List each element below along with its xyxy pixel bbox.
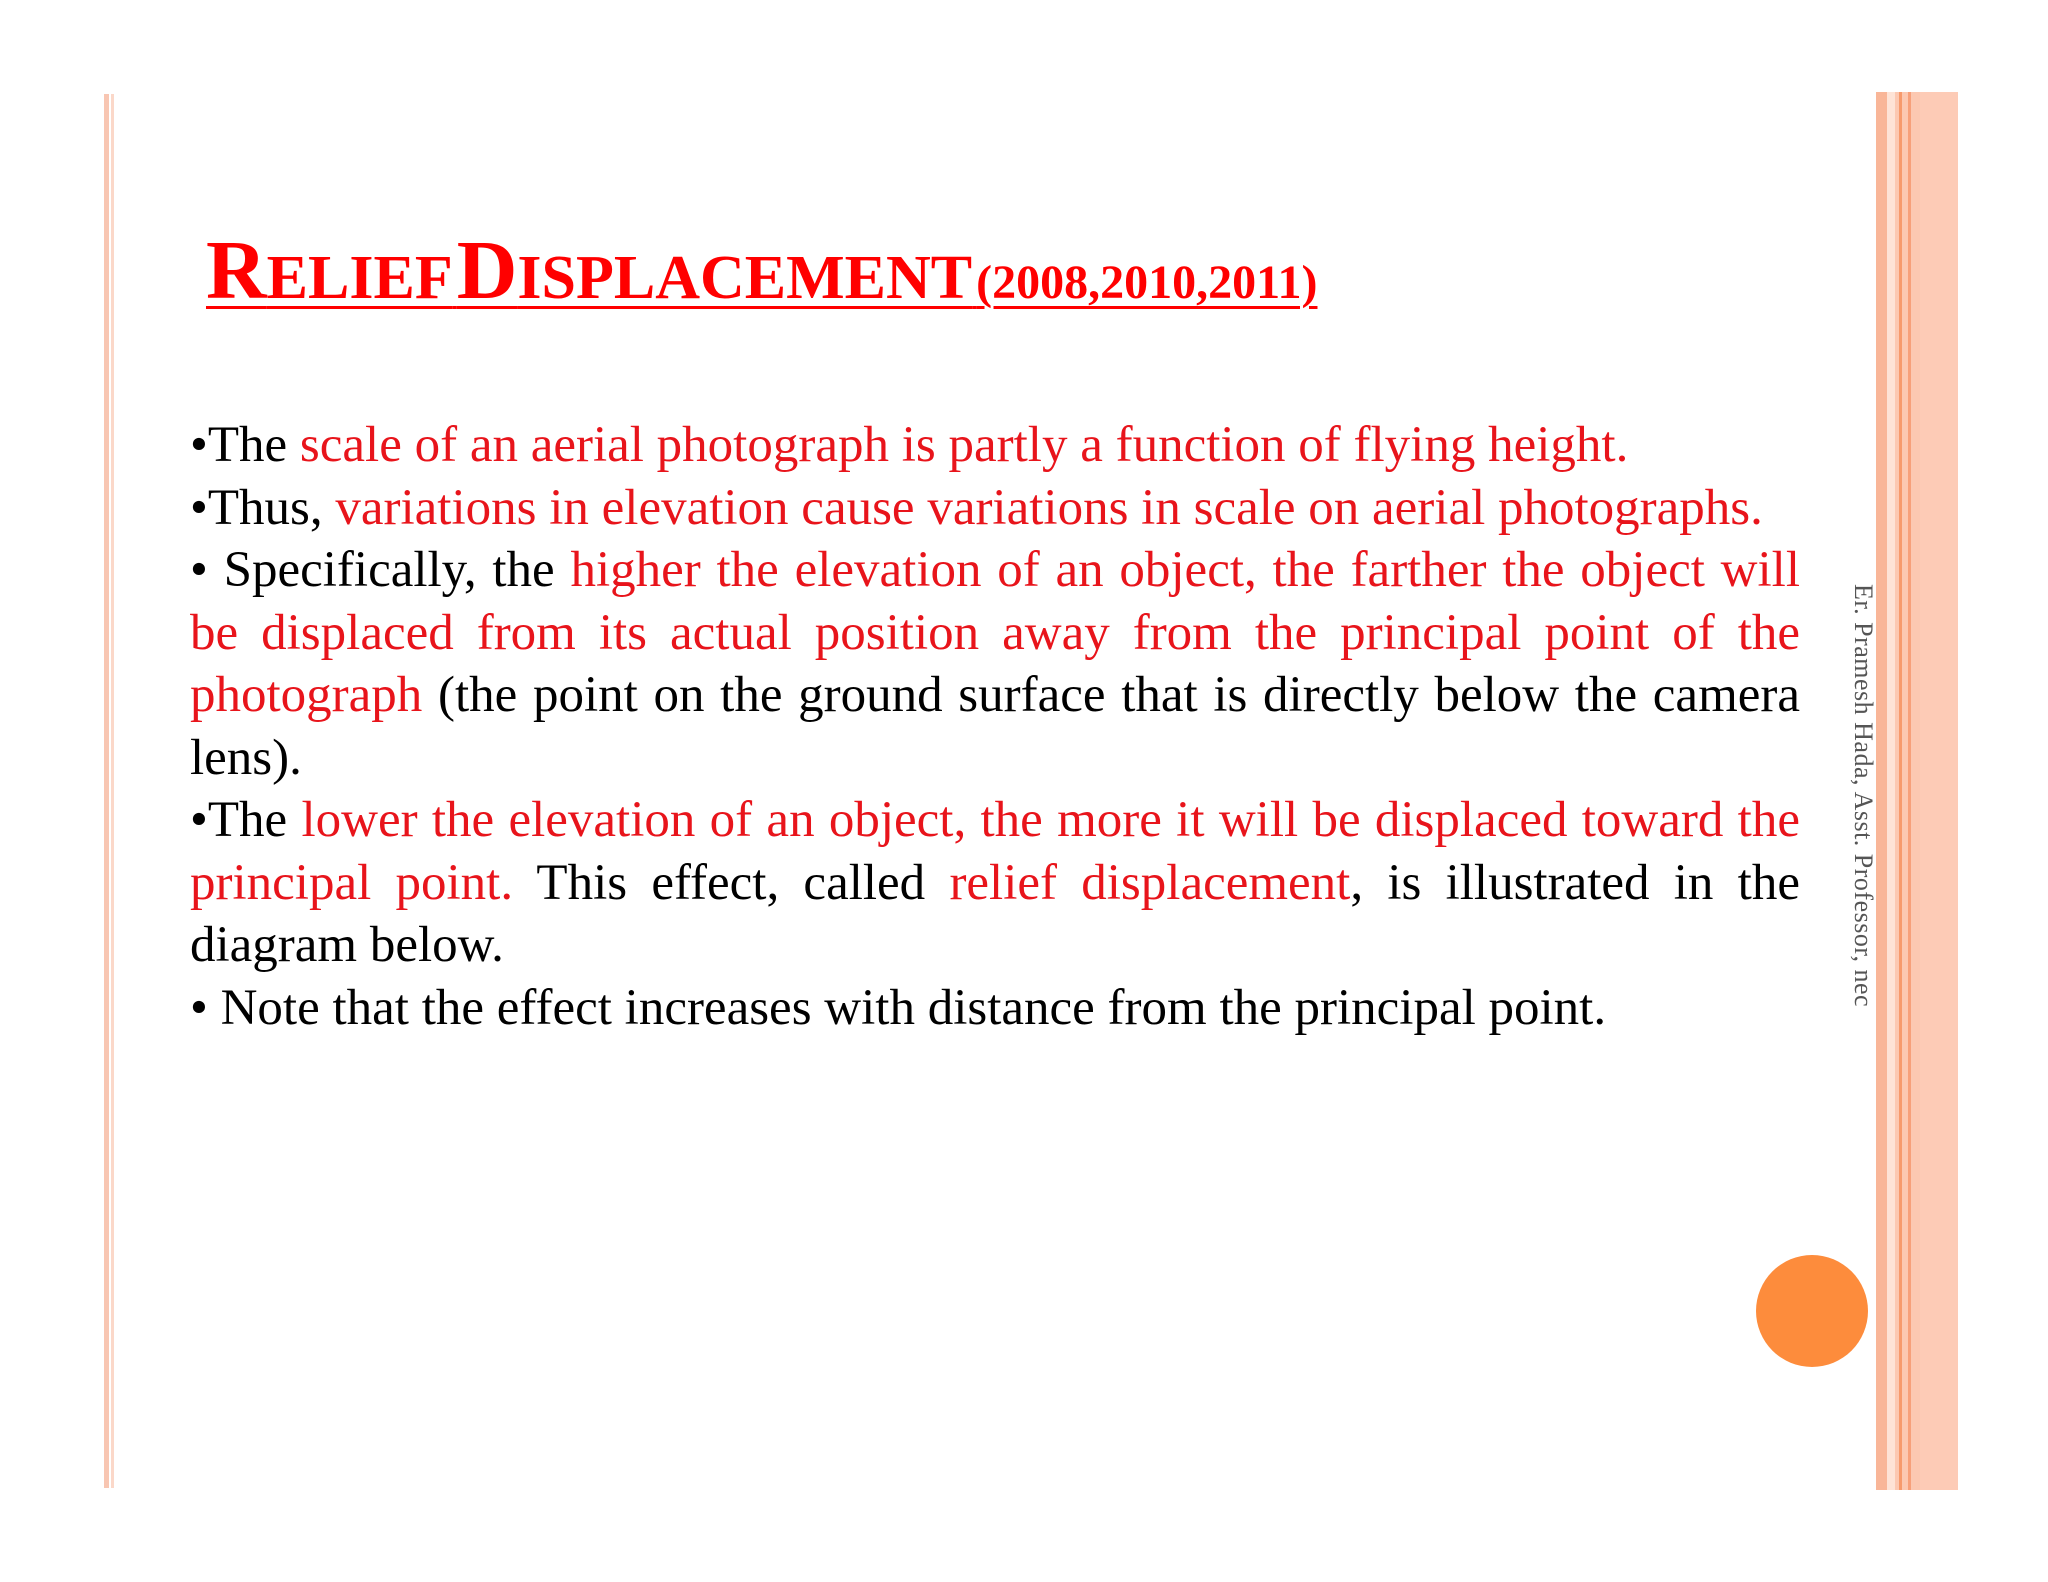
bullet-5: • Note that the effect increases with distance from the principal point. (190, 979, 1607, 1036)
bullet-1: •The scale of an aerial photograph is partly a function of flying height. (190, 417, 1629, 473)
left-border-line (104, 94, 109, 1488)
title-years: (2008,2010,2011) (976, 256, 1318, 309)
slide-title: RELIEF DISPLACEMENT (2008,2010,2011) (206, 224, 1318, 317)
right-decorative-bar (1876, 92, 1958, 1490)
bullet-4: •The lower the elevation of an object, the more it will be displaced toward the principal point. This effect, called relief displacement, is illustrated in the diagram below. (190, 792, 1800, 973)
bullet-2: •Thus, variations in elevation cause variations in scale on aerial photographs. (190, 479, 1763, 536)
slide-body (190, 414, 1800, 1039)
decorative-circle (1756, 1255, 1868, 1367)
author-credit: Er. Pramesh Hada, Asst. Professor, nec (1849, 584, 1878, 1008)
left-border-line-inner (111, 94, 114, 1488)
bullet-3: • Specifically, the higher the elevation of an object, the farther the object will be displaced from its actual position away from the principal point of the photograph (the point on the ground surface that is directly below the camera lens). (190, 542, 1800, 786)
